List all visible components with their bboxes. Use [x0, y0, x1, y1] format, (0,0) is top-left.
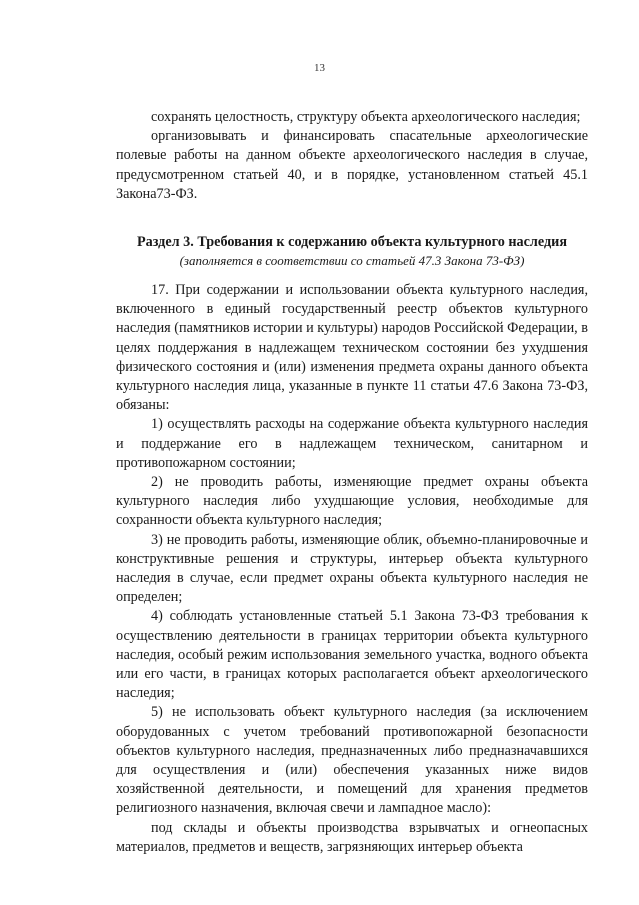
paragraph: сохранять целостность, структуру объекта археологического наследия;: [151, 109, 581, 125]
paragraph: под склады и объекты производства взрывчатых и огнеопасных материалов, предметов и веществ, загрязняющих интерьер объекта: [116, 819, 588, 855]
section-heading: [116, 233, 588, 269]
section-title: Раздел 3. Требования к содержанию объекта культурного наследия: [136, 234, 568, 250]
paragraph: 4) соблюдать установленные статьей 5.1 Закона 73-ФЗ требования к осуществлению деятельности в границах территории объекта культурного наследия, особый режим использования земельного участка, водного объекта или его части, в границах которых располагается объект археологического наследия;: [116, 608, 588, 702]
paragraph: 5) не использовать объект культурного наследия (за исключением оборудованных с учетом требований противопожарной безопасности объектов культурного наследия, предназначенных либо предназначавшихся для осуществления и (или) обеспечения указанных ниже видов хозяйственной деятельности, и помещений для хранения предметов религиозного назначения, включая свечи и лампадное масло):: [116, 704, 588, 817]
section-note: (заполняется в соответствии со статьей 47.3 Закона 73-ФЗ): [179, 253, 525, 268]
paragraph: 1) осуществлять расходы на содержание объекта культурного наследия и поддержание его в надлежащем техническом, санитарном и противопожарном состоянии;: [116, 416, 588, 471]
intro-block: [116, 108, 588, 204]
page-number: 13: [314, 62, 325, 74]
paragraph: 2) не проводить работы, изменяющие предмет охраны объекта культурного наследия либо ухудшающие условия, необходимые для сохранности объекта культурного наследия;: [116, 474, 588, 529]
paragraph: 3) не проводить работы, изменяющие облик, объемно-планировочные и конструктивные решения и структуры, интерьер объекта культурного наследия в случае, если предмет охраны объекта культурного наследия не определен;: [116, 531, 588, 606]
paragraph: организовывать и финансировать спасательные археологические полевые работы на данном объекте археологического наследия в случае, предусмотренном статьей 40, и в порядке, установленном статьей 45.1 Закона73-ФЗ.: [116, 128, 588, 202]
paragraph: 17. При содержании и использовании объекта культурного наследия, включенного в единый государственный реестр объектов культурного наследия (памятников истории и культуры) народов Российской Федерации, в целях поддержания в надлежащем техническом состоянии без ухудшения физического состояния и (или) изменения предмета охраны данного объекта культурного наследия лица, указанные в пункте 11 статьи 47.6 Закона 73-ФЗ, обязаны:: [116, 282, 588, 414]
main-text-block: [116, 281, 588, 857]
